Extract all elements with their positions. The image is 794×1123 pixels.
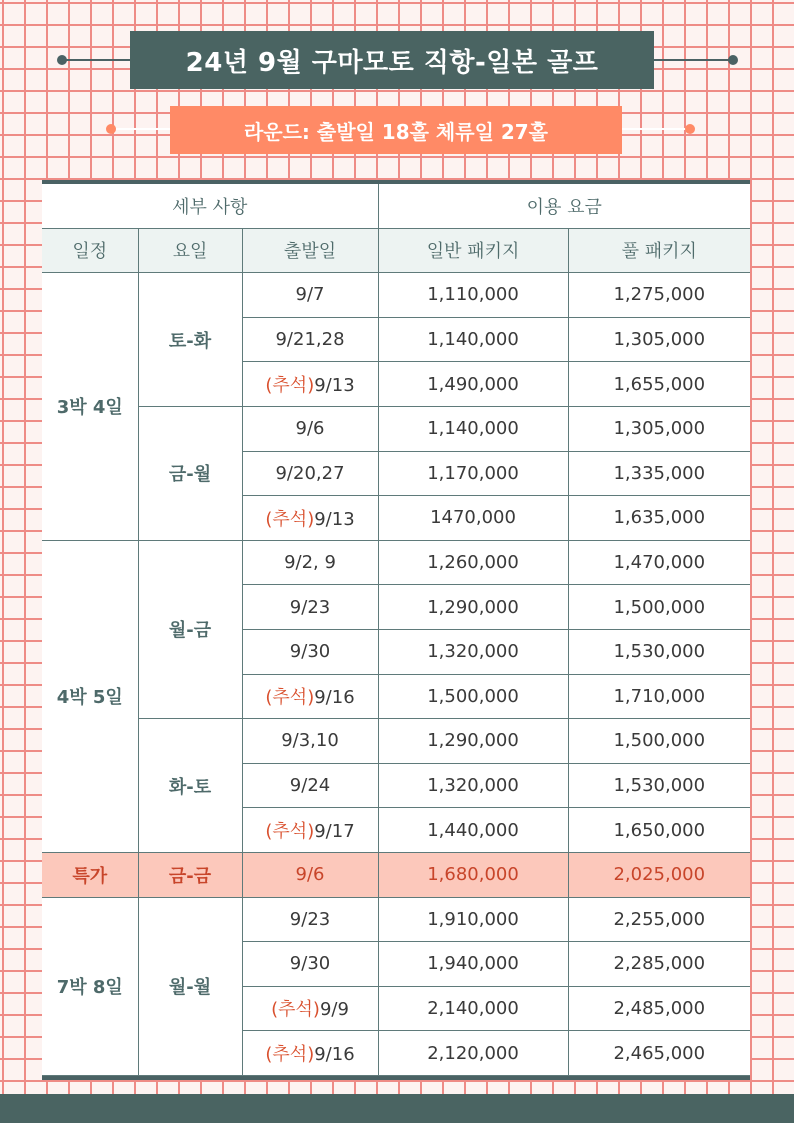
table-row [42, 406, 750, 451]
departure-date-cell [242, 629, 378, 674]
departure-date-cell [242, 317, 378, 362]
departure-date: 9/30 [289, 641, 331, 663]
departure-date-cell [242, 496, 378, 541]
full-package-price: 1,500,000 [568, 585, 750, 630]
schedule-cell: 4박 5일 [42, 540, 138, 852]
subtitle-right-dot [685, 124, 695, 134]
departure-date-cell [242, 451, 378, 496]
full-package-price: 1,635,000 [568, 496, 750, 541]
holiday-tag: (추석) [265, 508, 315, 530]
basic-package-price: 1,320,000 [378, 629, 568, 674]
departure-date-cell [242, 942, 378, 987]
title-right-dot [728, 55, 738, 65]
day-range-cell: 화-토 [138, 719, 242, 853]
departure-date-cell [242, 362, 378, 407]
day-range-cell: 월-월 [138, 897, 242, 1075]
departure-date-cell [242, 585, 378, 630]
departure-date-cell [242, 273, 378, 318]
departure-date: 9/23 [289, 908, 331, 930]
basic-package-price: 1,290,000 [378, 719, 568, 764]
departure-date: 9/16 [314, 687, 355, 709]
departure-date: 9/23 [289, 596, 331, 618]
holiday-tag: (추석) [265, 1044, 315, 1066]
full-package-price: 1,470,000 [568, 540, 750, 585]
departure-date-cell [242, 719, 378, 764]
fees-group-header: 이용 요금 [378, 184, 750, 228]
full-package-price: 1,650,000 [568, 808, 750, 853]
table-row [42, 897, 750, 942]
day-range-cell: 월-금 [138, 540, 242, 718]
table-row [42, 273, 750, 318]
subtitle-left-line [110, 128, 172, 130]
column-header-departure: 출발일 [242, 228, 378, 273]
full-package-price: 1,500,000 [568, 719, 750, 764]
basic-package-price: 1,290,000 [378, 585, 568, 630]
basic-package-price: 1,140,000 [378, 317, 568, 362]
departure-date: 9/6 [295, 418, 325, 440]
group-header-row [42, 184, 750, 228]
column-header-basic-package: 일반 패키지 [378, 228, 568, 273]
departure-date: 9/20,27 [275, 462, 345, 484]
departure-date: 9/30 [289, 953, 331, 975]
departure-date: 9/13 [314, 508, 355, 530]
basic-package-price: 1,440,000 [378, 808, 568, 853]
full-package-price: 2,025,000 [568, 852, 750, 897]
day-range-cell: 토-화 [138, 273, 242, 407]
full-package-price: 1,655,000 [568, 362, 750, 407]
price-table [42, 184, 750, 1076]
holiday-tag: (추석) [265, 375, 315, 397]
schedule-cell: 7박 8일 [42, 897, 138, 1075]
holiday-tag: (추석) [271, 999, 320, 1021]
departure-date-cell [242, 897, 378, 942]
departure-date-cell [242, 986, 378, 1031]
basic-package-price: 1,910,000 [378, 897, 568, 942]
basic-package-price: 1,940,000 [378, 942, 568, 987]
full-package-price: 1,275,000 [568, 273, 750, 318]
title-left-dot [57, 55, 67, 65]
departure-date-cell [242, 808, 378, 853]
full-package-price: 1,305,000 [568, 406, 750, 451]
day-range-cell: 금-금 [138, 852, 242, 897]
full-package-price: 1,530,000 [568, 763, 750, 808]
full-package-price: 2,285,000 [568, 942, 750, 987]
departure-date: 9/24 [289, 775, 331, 797]
departure-date-cell [242, 852, 378, 897]
details-group-header: 세부 사항 [42, 184, 378, 228]
basic-package-price: 1,170,000 [378, 451, 568, 496]
departure-date: 9/6 [295, 864, 325, 886]
column-header-row [42, 228, 750, 273]
departure-date-cell [242, 674, 378, 719]
departure-date: 9/3,10 [281, 730, 339, 752]
departure-date: 9/16 [314, 1044, 355, 1066]
holiday-tag: (추석) [265, 687, 315, 709]
departure-date: 9/2, 9 [284, 552, 336, 574]
basic-package-price: 1,140,000 [378, 406, 568, 451]
schedule-cell: 특가 [42, 852, 138, 897]
departure-date: 9/17 [314, 821, 355, 843]
table-row [42, 540, 750, 585]
full-package-price: 1,335,000 [568, 451, 750, 496]
basic-package-price: 1,320,000 [378, 763, 568, 808]
title-left-line [62, 59, 132, 61]
basic-package-price: 1,260,000 [378, 540, 568, 585]
basic-package-price: 1,110,000 [378, 273, 568, 318]
full-package-price: 1,530,000 [568, 629, 750, 674]
departure-date: 9/7 [295, 284, 325, 306]
full-package-price: 2,485,000 [568, 986, 750, 1031]
subtitle-left-dot [106, 124, 116, 134]
footer-bar [0, 1094, 794, 1123]
basic-package-price: 2,120,000 [378, 1031, 568, 1076]
holiday-tag: (추석) [265, 821, 315, 843]
table-row [42, 719, 750, 764]
basic-package-price: 1470,000 [378, 496, 568, 541]
column-header-day: 요일 [138, 228, 242, 273]
schedule-cell: 3박 4일 [42, 273, 138, 541]
title-right-line [652, 59, 732, 61]
basic-package-price: 1,680,000 [378, 852, 568, 897]
departure-date-cell [242, 540, 378, 585]
column-header-schedule: 일정 [42, 228, 138, 273]
round-info-subtitle: 라운드: 출발일 18홀 체류일 27홀 [170, 106, 622, 154]
day-range-cell: 금-월 [138, 406, 242, 540]
special-row [42, 852, 750, 897]
basic-package-price: 1,490,000 [378, 362, 568, 407]
departure-date: 9/9 [319, 999, 349, 1021]
full-package-price: 2,255,000 [568, 897, 750, 942]
column-header-full-package: 풀 패키지 [568, 228, 750, 273]
price-table-body [42, 273, 750, 1076]
page-title: 24년 9월 구마모토 직항-일본 골프 [130, 31, 654, 89]
full-package-price: 1,710,000 [568, 674, 750, 719]
departure-date: 9/13 [314, 375, 355, 397]
departure-date-cell [242, 763, 378, 808]
subtitle-right-line [620, 128, 690, 130]
departure-date-cell [242, 1031, 378, 1076]
price-table-container [42, 180, 750, 1080]
departure-date-cell [242, 406, 378, 451]
basic-package-price: 2,140,000 [378, 986, 568, 1031]
full-package-price: 1,305,000 [568, 317, 750, 362]
departure-date: 9/21,28 [275, 329, 345, 351]
basic-package-price: 1,500,000 [378, 674, 568, 719]
full-package-price: 2,465,000 [568, 1031, 750, 1076]
